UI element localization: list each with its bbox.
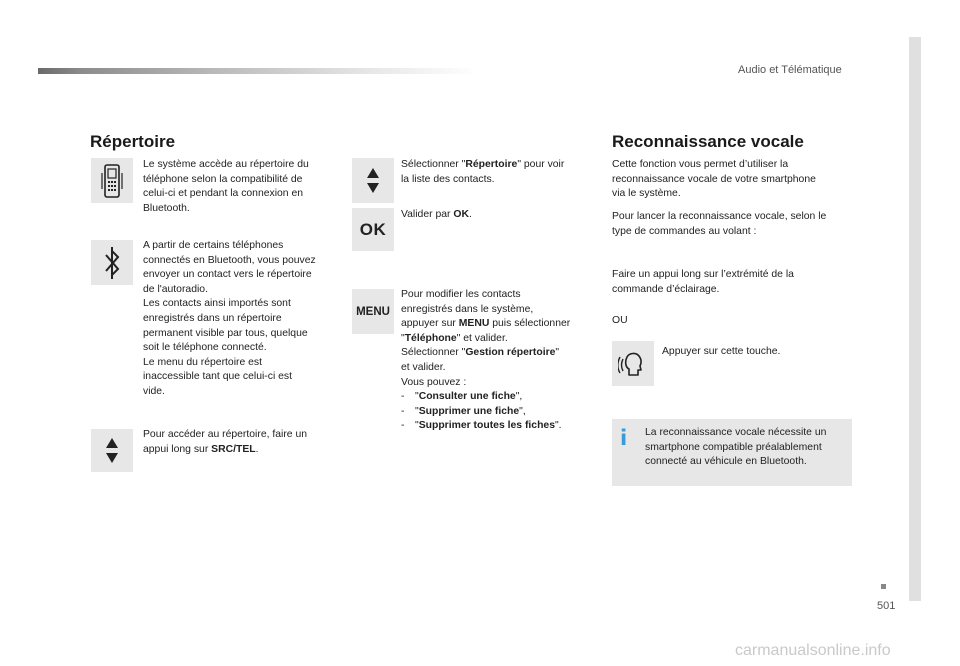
section-header: Audio et Télématique	[738, 64, 842, 76]
text-line: Sélectionner "Répertoire" pour voir	[401, 159, 565, 170]
page-number: 501	[877, 600, 896, 612]
text-line: enregistrés dans un répertoire	[143, 312, 282, 324]
voice-launch-text	[612, 210, 852, 239]
option-item: - "Supprimer toutes les fiches".	[401, 420, 562, 432]
text-line: Pour accéder au répertoire, faire un	[143, 429, 308, 440]
page-marker	[881, 584, 886, 589]
text-line: Sélectionner "Gestion répertoire"	[401, 347, 560, 359]
header-gradient-bar	[38, 68, 478, 74]
text-line: Pour modifier les contacts	[401, 289, 521, 300]
src-tel-key: SRC/TEL	[211, 443, 256, 455]
text-line: enregistrés dans le système,	[401, 303, 534, 315]
text-line: celui-ci et pendant la connexion en	[143, 188, 304, 200]
phone-icon	[101, 163, 123, 199]
text-line: type de commandes au volant :	[612, 225, 757, 237]
text-line: Bluetooth.	[143, 202, 190, 214]
page-edge-band	[909, 37, 921, 601]
up-down-arrows-icon	[106, 438, 118, 463]
text-line: reconnaissance vocale de votre smartphone	[612, 173, 816, 185]
voice-long-press-text	[612, 268, 852, 297]
repertoire-title: Répertoire	[90, 132, 176, 151]
voice-command-icon	[618, 349, 648, 379]
text-line: téléphone selon la compatibilité de	[143, 173, 303, 185]
info-note-text	[645, 426, 850, 470]
option-item: - "Consulter une fiche",	[401, 391, 523, 403]
text-line: inaccessible tant que celui-ci est	[143, 371, 293, 383]
access-directory-text	[143, 428, 343, 457]
validate-text	[401, 208, 601, 223]
text-line: appui long sur SRC/TEL.	[143, 443, 259, 455]
text-line: commande d’éclairage.	[612, 283, 720, 295]
ok-key-label: OK	[359, 219, 387, 239]
modify-contacts-text	[401, 288, 601, 434]
text-line: Pour lancer la reconnaissance vocale, selon le	[612, 211, 827, 222]
or-text: OU	[612, 315, 628, 326]
bluetooth-contacts-text	[143, 239, 348, 400]
select-directory-text	[401, 158, 601, 187]
text-line: via le système.	[612, 188, 681, 200]
press-button-text: Appuyer sur cette touche.	[662, 346, 781, 357]
up-down-arrows-box	[91, 429, 133, 472]
bluetooth-icon-box	[91, 240, 133, 285]
text-line: et valider.	[401, 361, 446, 373]
text-line: connectés en Bluetooth, vous pouvez	[143, 254, 316, 266]
text-line: Les contacts ainsi importés sont	[143, 298, 291, 310]
text-line: "Téléphone" et valider.	[401, 332, 508, 344]
menu-key-label: MENU	[356, 305, 390, 318]
text-line: Faire un appui long sur l’extrémité de la	[612, 269, 794, 280]
menu-button-box	[352, 289, 394, 334]
text-line: soit le téléphone connecté.	[143, 342, 267, 354]
phone-icon-box	[91, 158, 133, 203]
text-line: envoyer un contact vers le répertoire	[143, 269, 312, 281]
phone-directory-text	[143, 158, 343, 216]
up-down-arrows-icon	[367, 168, 379, 193]
text-line: La reconnaissance vocale nécessite un	[645, 427, 827, 438]
text-line: smartphone compatible préalablement	[645, 441, 822, 453]
text-line: A partir de certains téléphones	[143, 240, 284, 251]
text-line: connecté au véhicule en Bluetooth.	[645, 456, 807, 468]
text-line: permanent visible par tous, quelque	[143, 327, 308, 339]
text-line: appuyer sur MENU puis sélectionner	[401, 318, 571, 330]
up-down-arrows-box-2	[352, 158, 394, 203]
text-line: Le menu du répertoire est	[143, 356, 262, 368]
text-line: Vous pouvez :	[401, 376, 467, 388]
bluetooth-icon	[100, 245, 124, 281]
voice-button-box	[612, 341, 654, 386]
voice-intro-text	[612, 158, 852, 202]
text-line: Le système accède au répertoire du	[143, 159, 309, 170]
info-icon: i	[620, 426, 628, 450]
voice-recognition-title: Reconnaissance vocale	[612, 132, 804, 151]
footer-watermark: carmanualsonline.info	[735, 642, 891, 659]
text-line: la liste des contacts.	[401, 173, 495, 185]
text-line: de l'autoradio.	[143, 283, 208, 295]
option-item: - "Supprimer une fiche",	[401, 405, 526, 417]
text-line: Cette fonction vous permet d’utiliser la	[612, 159, 789, 170]
text-line: Valider par OK.	[401, 209, 472, 220]
ok-button-box	[352, 208, 394, 251]
text-line: vide.	[143, 385, 165, 397]
